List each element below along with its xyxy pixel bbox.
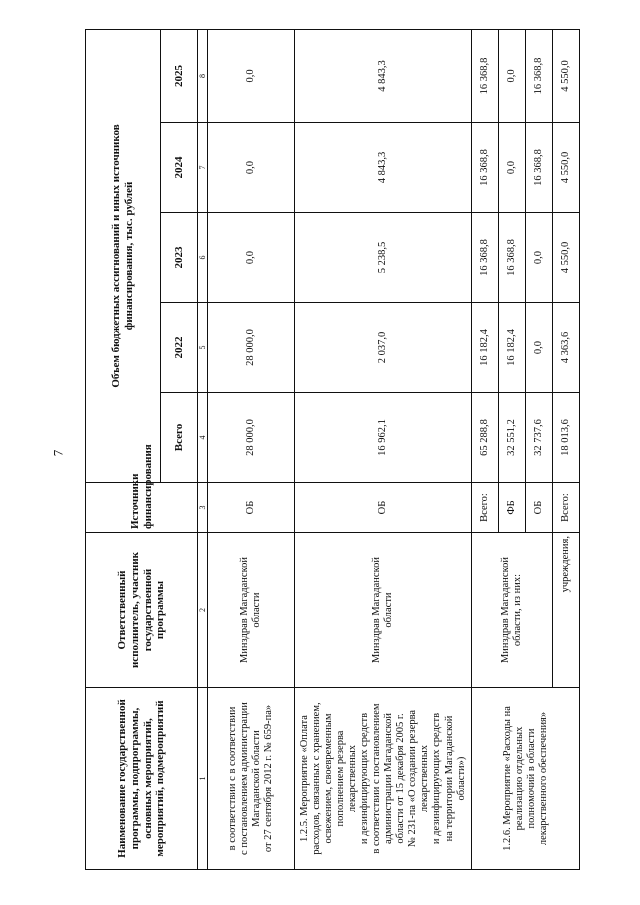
row-value-2024: 4 843,3 <box>295 123 472 213</box>
row-value-total: 32 737,6 <box>526 393 553 483</box>
page-number: 7 <box>50 449 66 457</box>
header-year-2025: 2025 <box>161 29 198 122</box>
row-value-2025: 16 368,8 <box>526 29 553 122</box>
row-executor: Минздрав Магаданской области <box>208 533 295 688</box>
row-source: ОБ <box>526 483 553 533</box>
row-executor: Минздрав Магаданской области <box>295 533 472 688</box>
row-source: ОБ <box>295 483 472 533</box>
table-row <box>295 29 472 869</box>
row-source: Всего: <box>553 483 580 533</box>
row-value-total: 65 288,8 <box>472 393 499 483</box>
row-value-2023: 5 238,5 <box>295 213 472 303</box>
row-executor: учреждения, <box>553 533 580 688</box>
row-value-2022: 2 037,0 <box>295 303 472 393</box>
row-value-2025: 4 550,0 <box>553 29 580 122</box>
budget-table <box>85 29 580 870</box>
table-row <box>208 29 295 869</box>
row-value-2024: 0,0 <box>208 123 295 213</box>
row-value-total: 28 000,0 <box>208 393 295 483</box>
row-value-2024: 0,0 <box>499 123 526 213</box>
row-source: ФБ <box>499 483 526 533</box>
rotated-page-content <box>85 30 572 870</box>
row-name: 1.2.5. Мероприятие «Оплата расходов, связанных с хранением, освежением, своевременным пополнением резерва лекарственных и дезинфицирующих средств в соответствии с постановлением администрации Магаданской области от 15 декабря 2005 г. № 231-па «О создании резерва лекарственных и дезинфицирующих средств на территории Магаданской области») <box>295 688 472 870</box>
header-year-2024: 2024 <box>161 123 198 213</box>
row-value-total: 18 013,6 <box>553 393 580 483</box>
header-name: Наименование государственной программы, подпрограммы, основных мероприятий, мероприятий, подмероприятий <box>86 688 198 870</box>
row-source: Всего: <box>472 483 499 533</box>
header-year-2023: 2023 <box>161 213 198 303</box>
row-value-2023: 0,0 <box>526 213 553 303</box>
row-value-2024: 16 368,8 <box>526 123 553 213</box>
header-year-2022: 2022 <box>161 303 198 393</box>
row-value-2022: 16 182,4 <box>472 303 499 393</box>
row-value-2023: 16 368,8 <box>499 213 526 303</box>
row-value-2023: 4 550,0 <box>553 213 580 303</box>
row-value-2025: 0,0 <box>208 29 295 122</box>
table-row <box>472 29 499 869</box>
row-value-2024: 16 368,8 <box>472 123 499 213</box>
row-value-2022: 28 000,0 <box>208 303 295 393</box>
row-value-2022: 4 363,6 <box>553 303 580 393</box>
row-value-2022: 16 182,4 <box>499 303 526 393</box>
row-value-2024: 4 550,0 <box>553 123 580 213</box>
row-source: ОБ <box>208 483 295 533</box>
row-name: в соответствии с в соответствии с постановлением администрации Магаданской области от 27 сентября 2012 г. № 659-па» <box>208 688 295 870</box>
header-volume: Объем бюджетных ассигнований и иных источников финансирования, тыс. рублей <box>86 29 161 482</box>
row-value-2023: 16 368,8 <box>472 213 499 303</box>
row-executor: Минздрав Магаданской области, из них: <box>472 533 553 688</box>
header-executor: Ответственный исполнитель, участник государственной программы <box>86 533 198 688</box>
row-value-2025: 4 843,3 <box>295 29 472 122</box>
row-value-2023: 0,0 <box>208 213 295 303</box>
column-index-row: 1 2 3 4 5 6 7 8 <box>198 29 208 869</box>
header-year-total: Всего <box>161 393 198 483</box>
row-value-total: 16 962,1 <box>295 393 472 483</box>
row-value-2022: 0,0 <box>526 303 553 393</box>
row-value-2025: 0,0 <box>499 29 526 122</box>
row-value-2025: 16 368,8 <box>472 29 499 122</box>
header-source: Источники финансирования <box>86 483 198 533</box>
row-value-total: 32 551,2 <box>499 393 526 483</box>
row-name: 1.2.6. Мероприятие «Расходы на реализацию отдельных полномочий в области лекарственного обеспечения» <box>472 688 580 870</box>
